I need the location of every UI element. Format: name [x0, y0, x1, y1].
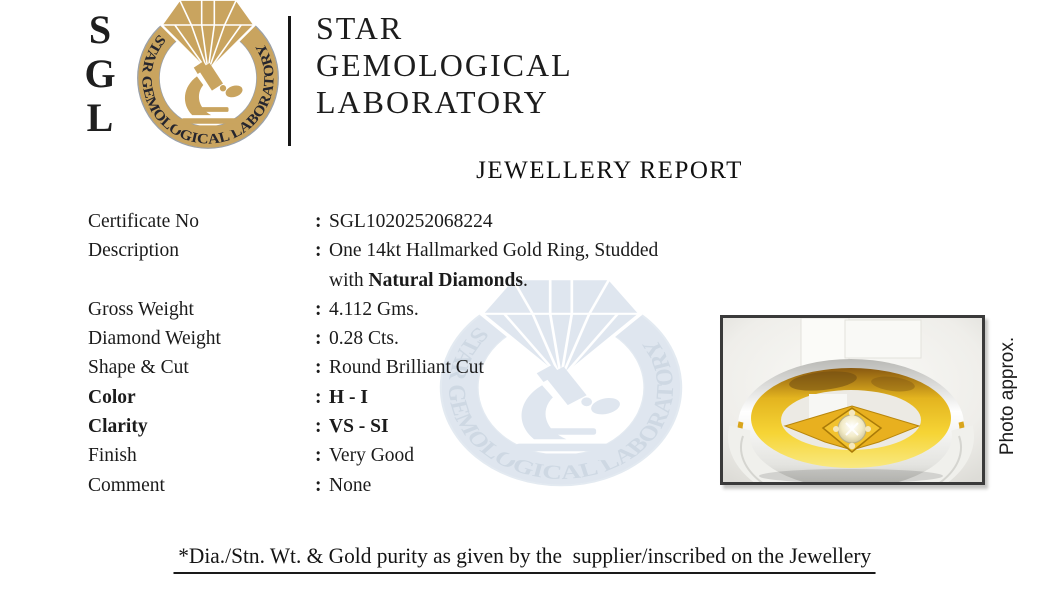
report-title: JEWELLERY REPORT	[476, 157, 743, 184]
brand-letter-s: S	[88, 7, 112, 52]
field-row-clarity	[88, 412, 658, 441]
field-label: Clarity	[88, 416, 148, 438]
field-value: 0.28 Cts.	[329, 328, 399, 350]
field-value: VS - SI	[329, 416, 389, 438]
field-label: Diamond Weight	[88, 328, 221, 350]
brand-letter-l: L	[86, 95, 114, 140]
field-colon: :	[315, 357, 322, 379]
field-label: Comment	[88, 474, 165, 496]
field-colon: :	[315, 386, 322, 408]
brand-letter-g: G	[84, 51, 116, 96]
ring-photo	[720, 315, 985, 485]
field-row-shape-cut	[88, 353, 658, 382]
field-colon: :	[315, 445, 322, 467]
field-label: Gross Weight	[88, 298, 194, 320]
field-colon: :	[315, 416, 322, 438]
field-colon: :	[315, 328, 322, 350]
header-divider	[288, 16, 291, 146]
field-row-diamond-weight	[88, 324, 658, 353]
field-value: H - I	[329, 386, 368, 408]
photo-approx-label: Photo approx.	[997, 336, 1018, 456]
field-colon: :	[315, 211, 322, 232]
field-label: Color	[88, 386, 136, 408]
field-row-certificate-no	[88, 207, 658, 236]
field-label: Description	[88, 240, 179, 262]
field-colon: :	[315, 474, 322, 496]
field-value: Round Brilliant Cut	[329, 357, 484, 379]
brand-abbreviation	[82, 8, 118, 140]
field-value: None	[329, 474, 372, 496]
field-value: One 14kt Hallmarked Gold Ring, Studded	[329, 240, 659, 262]
field-row-color	[88, 383, 658, 412]
field-label: Finish	[88, 445, 137, 467]
laboratory-name-line3: LABORATORY	[316, 84, 549, 120]
field-value: 4.112 Gms.	[329, 298, 419, 320]
field-row-gross-weight	[88, 295, 658, 324]
field-value: SGL1020252068224	[329, 211, 493, 232]
field-label: Shape & Cut	[88, 357, 189, 379]
footer-disclaimer	[0, 543, 1049, 574]
field-row-finish	[88, 441, 658, 470]
field-value: with Natural Diamonds.	[329, 269, 528, 291]
ring-photo-image	[723, 318, 982, 482]
laboratory-name	[316, 10, 573, 121]
report-fields	[88, 207, 658, 500]
field-row-description-continued	[88, 266, 658, 295]
field-row-description	[88, 236, 658, 265]
field-row-comment	[88, 471, 658, 500]
field-label: Certificate No	[88, 211, 199, 232]
laboratory-name-line2: GEMOLOGICAL	[316, 47, 573, 83]
field-colon: :	[315, 240, 322, 262]
field-value: Very Good	[329, 445, 415, 467]
sgl-logo	[129, 0, 287, 153]
laboratory-name-line1: STAR	[316, 10, 404, 46]
field-colon: :	[315, 298, 322, 320]
disclaimer-text: *Dia./Stn. Wt. & Gold purity as given by the supplier/inscribed on the Jewellery	[173, 543, 875, 574]
